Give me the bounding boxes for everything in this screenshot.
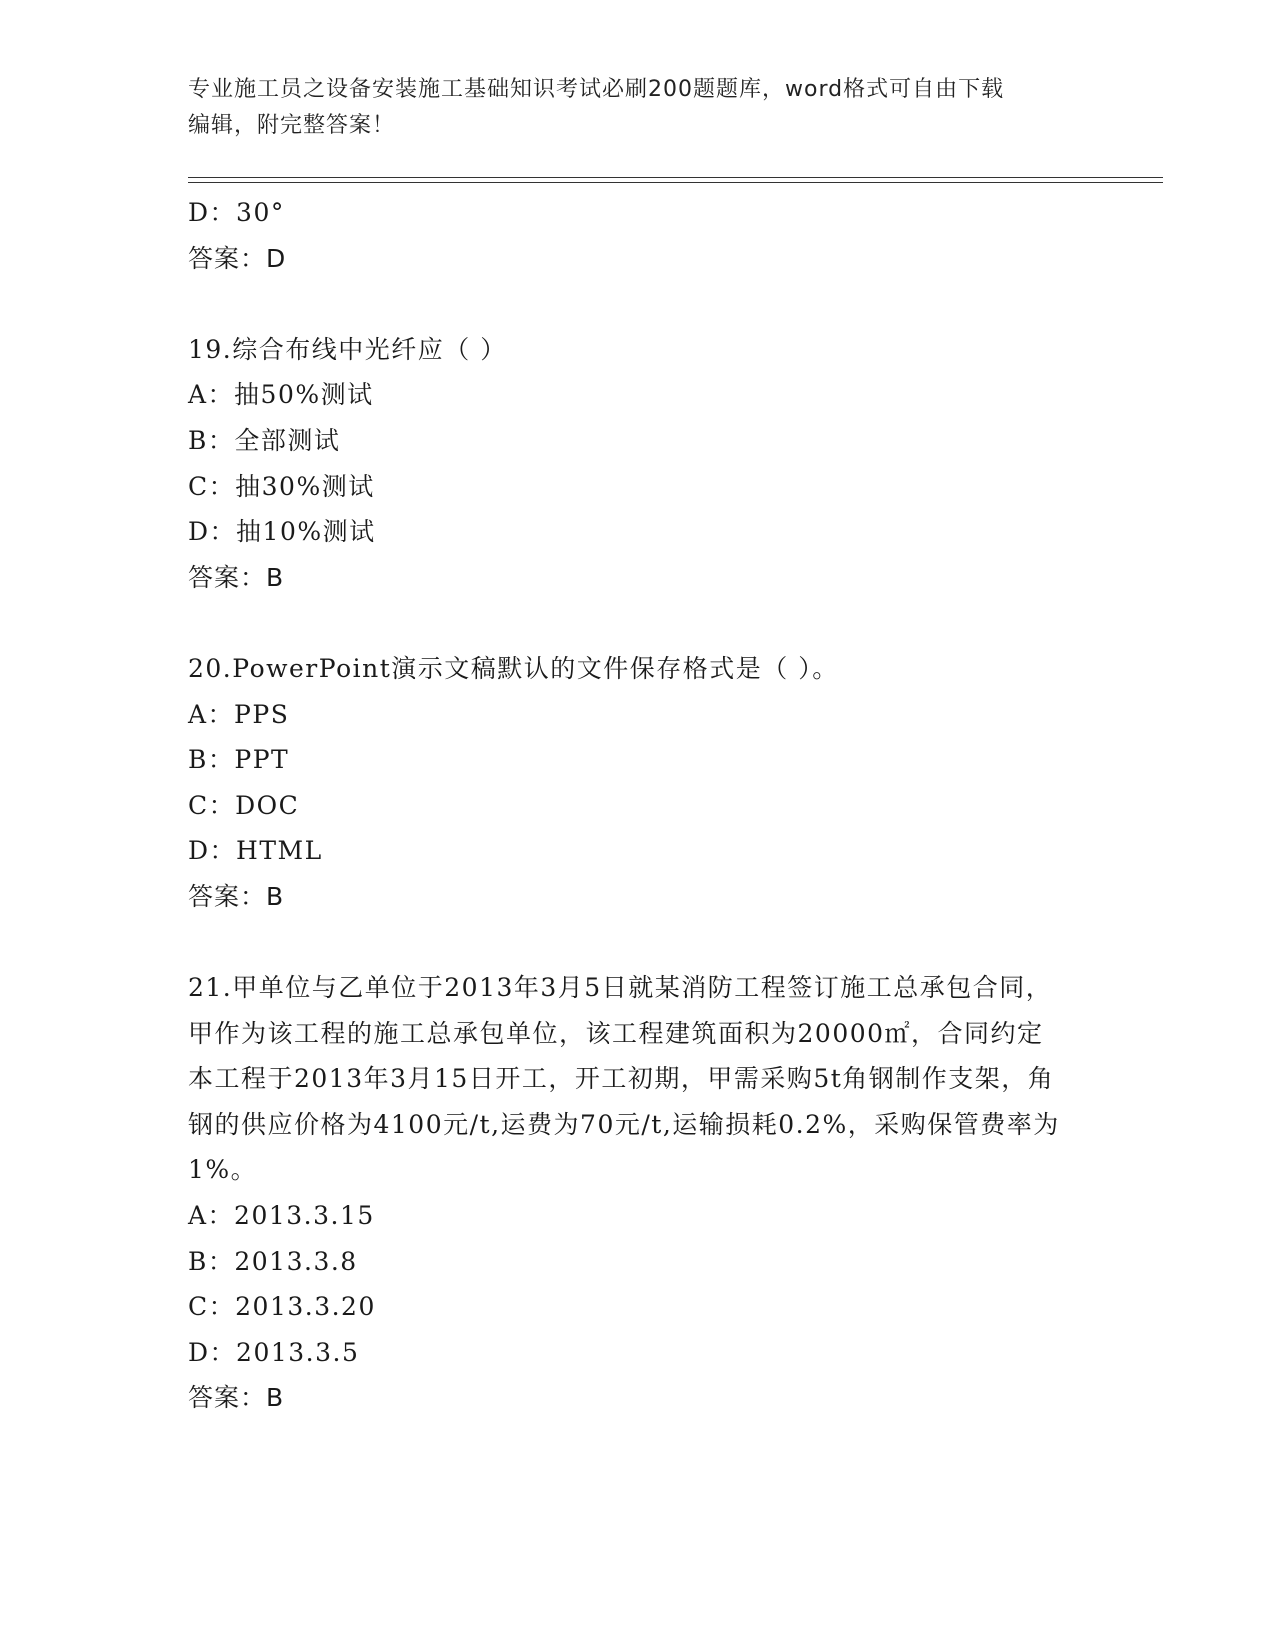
header-divider-top xyxy=(188,177,1163,178)
option-c: C：DOC xyxy=(188,790,300,820)
question-19 xyxy=(188,327,1088,601)
option-a: A：PPS xyxy=(188,699,290,729)
header-title-line-2: 编辑，附完整答案！ xyxy=(188,113,396,138)
spacer xyxy=(188,281,1088,327)
spacer xyxy=(188,920,1088,966)
option-b: B：全部测试 xyxy=(188,425,341,455)
question-text: 21.甲单位与乙单位于2013年3月5日就某消防工程签订施工总承包合同，甲作为该工程的施工总承包单位，该工程建筑面积为20000㎡，合同约定本工程于2013年3月15日开工，开工初期，甲需采购5t角钢制作支架，角钢的供应价格为4100元/t,运费为70元/t,运输损耗0.2%，采购保管费率为1%。 xyxy=(188,973,1060,1185)
option-b: B：PPT xyxy=(188,745,290,775)
option-b: B：2013.3.8 xyxy=(188,1246,358,1276)
option-c: C：抽30%测试 xyxy=(188,471,375,501)
prev-answer: 答案：D xyxy=(188,243,287,273)
answer: 答案：B xyxy=(188,881,285,911)
option-c: C：2013.3.20 xyxy=(188,1292,376,1322)
header-title-line-1: 专业施工员之设备安装施工基础知识考试必刷200题题库，word格式可自由下载 xyxy=(188,77,1005,102)
question-21 xyxy=(188,965,1088,1421)
question-text: 20.PowerPoint演示文稿默认的文件保存格式是（ ）。 xyxy=(188,653,839,683)
question-list xyxy=(188,190,1088,1421)
option-d: D：抽10%测试 xyxy=(188,517,376,547)
answer: 答案：B xyxy=(188,1383,285,1413)
option-d: D：HTML xyxy=(188,836,323,866)
option-a: A：2013.3.15 xyxy=(188,1201,375,1231)
header-divider-bottom xyxy=(188,182,1163,183)
option-d: D：2013.3.5 xyxy=(188,1337,360,1367)
document-header xyxy=(188,72,1068,144)
spacer xyxy=(188,600,1088,646)
answer: 答案：B xyxy=(188,562,285,592)
option-a: A：抽50%测试 xyxy=(188,380,374,410)
question-20 xyxy=(188,646,1088,920)
question-text: 19.综合布线中光纤应（ ） xyxy=(188,334,507,364)
prev-option-d: D：30° xyxy=(188,198,285,227)
